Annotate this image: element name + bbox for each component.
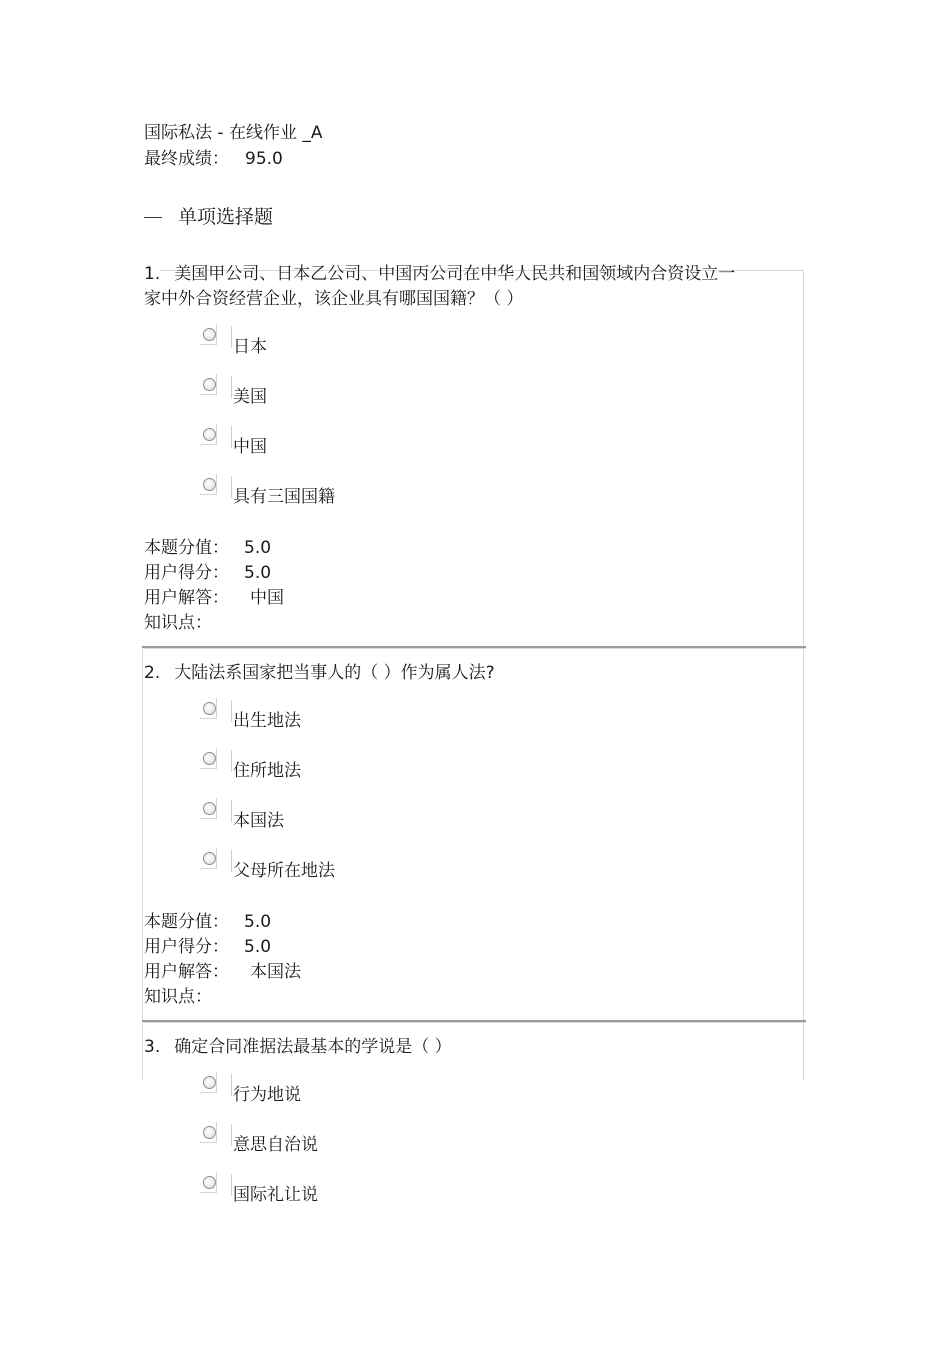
option-label: 美国: [233, 387, 267, 407]
meta-knowledge-label: 知识点：: [144, 613, 212, 633]
option-label: 具有三国国籍: [233, 487, 335, 507]
question-2-meta: [144, 910, 301, 1010]
radio-button[interactable]: [203, 1076, 216, 1089]
option-label: 住所地法: [233, 761, 301, 781]
radio-button[interactable]: [203, 802, 216, 815]
meta-user-score-value: 5.0: [244, 563, 272, 583]
option-label: 国际礼让说: [233, 1185, 318, 1205]
meta-user-score-value: 5.0: [244, 937, 272, 957]
question-1-text: [144, 262, 735, 312]
question-number: 3.: [144, 1037, 161, 1057]
meta-points-label: 本题分值：: [144, 538, 229, 558]
question-2-text: [144, 661, 495, 686]
section-number-dash: [144, 217, 162, 218]
option-label: 意思自治说: [233, 1135, 318, 1155]
meta-knowledge-row: [144, 611, 229, 636]
question-number: 1.: [144, 264, 161, 284]
meta-user-answer-label: 用户解答：: [144, 588, 229, 608]
section-heading: [144, 202, 273, 229]
question-number: 2.: [144, 663, 161, 683]
question-3-text: [144, 1035, 452, 1060]
radio-button[interactable]: [203, 478, 216, 491]
final-score: [144, 144, 283, 169]
meta-user-score-label: 用户得分：: [144, 937, 229, 957]
option-label: 出生地法: [233, 711, 301, 731]
option-divider: [231, 800, 232, 822]
option-divider: [231, 376, 232, 398]
option-label: 本国法: [233, 811, 284, 831]
meta-points-value: 5.0: [244, 538, 272, 558]
meta-points-row: [144, 910, 272, 935]
option-divider: [231, 700, 232, 722]
option-divider: [231, 750, 232, 772]
option-divider: [231, 326, 232, 348]
radio-button[interactable]: [203, 752, 216, 765]
question-1-meta: [144, 536, 284, 636]
meta-points-value: 5.0: [244, 912, 272, 932]
question-text-line2: 家中外合资经营企业，该企业具有哪国国籍？（ ）: [144, 289, 524, 309]
meta-user-answer-row: [144, 586, 284, 611]
option-divider: [231, 1074, 232, 1096]
meta-user-score-row: [144, 935, 272, 960]
radio-button[interactable]: [203, 1126, 216, 1139]
radio-button[interactable]: [203, 852, 216, 865]
option-label: 行为地说: [233, 1085, 301, 1105]
option-label: 日本: [233, 337, 267, 357]
option-divider: [231, 476, 232, 498]
radio-button[interactable]: [203, 378, 216, 391]
section-title: 单项选择题: [178, 206, 274, 228]
meta-user-answer-row: [144, 960, 301, 985]
question-separator: [142, 1020, 806, 1023]
meta-user-answer-value: 中国: [250, 588, 284, 608]
meta-user-answer-label: 用户解答：: [144, 962, 229, 982]
option-divider: [231, 850, 232, 872]
final-score-value: 95.0: [245, 149, 283, 169]
question-text-line1: 大陆法系国家把当事人的（ ）作为属人法?: [174, 663, 495, 683]
question-box-left-border-3: [142, 1024, 143, 1080]
question-text-line1: 美国甲公司、日本乙公司、中国丙公司在中华人民共和国领域内合资设立一: [174, 264, 736, 284]
question-text-line1: 确定合同准据法最基本的学说是（ ）: [174, 1037, 452, 1057]
option-label: 中国: [233, 437, 267, 457]
meta-knowledge-row: [144, 985, 229, 1010]
final-score-label: 最终成绩：: [144, 149, 229, 169]
radio-button[interactable]: [203, 328, 216, 341]
option-divider: [231, 1174, 232, 1196]
question-box-left-border: [142, 650, 143, 1022]
option-label: 父母所在地法: [233, 861, 335, 881]
meta-user-score-row: [144, 561, 272, 586]
meta-knowledge-label: 知识点：: [144, 987, 212, 1007]
radio-button[interactable]: [203, 702, 216, 715]
radio-button[interactable]: [203, 1176, 216, 1189]
question-box-right-border: [803, 270, 804, 1080]
meta-points-row: [144, 536, 272, 561]
option-divider: [231, 1124, 232, 1146]
page-title: 国际私法 - 在线作业 _A: [144, 123, 323, 143]
meta-user-score-label: 用户得分：: [144, 563, 229, 583]
meta-user-answer-value: 本国法: [250, 962, 301, 982]
radio-button[interactable]: [203, 428, 216, 441]
option-divider: [231, 426, 232, 448]
question-separator: [142, 646, 806, 649]
meta-points-label: 本题分值：: [144, 912, 229, 932]
